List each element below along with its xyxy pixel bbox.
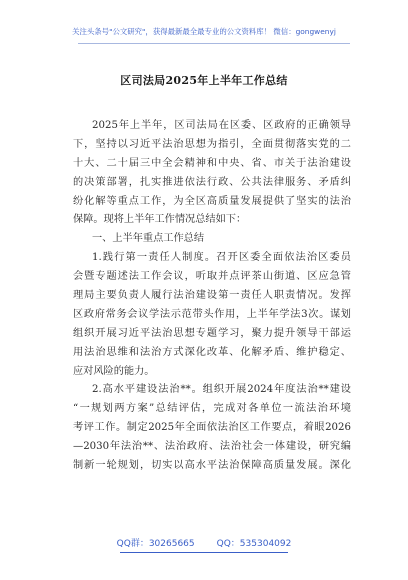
body-line: 的决策部署，扎实推进依法行政、公共法律服务、矛盾纠 <box>73 176 351 188</box>
body-line: 保障。现将上半年工作情况总结如下： <box>73 214 247 226</box>
qq-group-number: QQ群：30265665 <box>116 539 195 549</box>
body-line: 区政府常务会议学法示范带头作用，上半年学法3次。谋划 <box>73 308 351 320</box>
body-line: 用法治思维和法治方式深化改革、化解矛盾、维护稳定、 <box>73 346 351 358</box>
footer-contacts <box>0 536 408 549</box>
body-line: 考评工作。制定2025年全面依法治区工作要点，着眼2026 <box>73 422 351 434</box>
qq-number: QQ：535304092 <box>216 539 292 549</box>
body-line: 理局主要负责人履行法治建设第一责任人职责情况。发挥 <box>73 290 351 302</box>
body-line: 组织开展习近平法治思想专题学习，聚力提升领导干部运 <box>73 327 351 339</box>
header-divider <box>78 43 350 44</box>
body-line: 会暨专题述法工作会议，听取并点评茶山街道、区应急管 <box>73 271 351 283</box>
body-line: 下，坚持以习近平法治思想为指引，全面贯彻落实党的二 <box>73 138 351 150</box>
body-line: 十大、二十届三中全会精神和中央、省、市关于法治建设 <box>73 157 351 169</box>
footer-divider <box>120 552 288 553</box>
body-line: 2025年上半年，区司法局在区委、区政府的正确领导 <box>92 120 351 131</box>
document-title: 区司法局2025年上半年工作总结 <box>120 74 288 87</box>
body-line: 1.践行第一责任人制度。召开区委全面依法治区委员 <box>92 252 351 264</box>
body-line: 纷化解等重点工作，为全区高质量发展提供了坚实的法治 <box>73 195 351 207</box>
body-line: 制新一轮规划，切实以高水平法治保障高质量发展。深化 <box>73 460 351 472</box>
body-line: 2.高水平建设法治**。组织开展2024年度法治**建设 <box>92 384 351 396</box>
document-body <box>73 117 351 476</box>
section-heading: 一、上半年重点工作总结 <box>92 233 205 245</box>
body-line: —2030年法治**、法治政府、法治社会一体建设，研究编 <box>73 441 351 453</box>
body-line: “一规划两方案”总结评估，完成对各单位一流法治环境 <box>73 403 351 415</box>
body-line: 应对风险的能力。 <box>73 365 155 377</box>
header-banner: 关注头条号"公文研究"，获得最新最全最专业的公文资料库！ 微信：gongwenyj <box>72 27 336 36</box>
